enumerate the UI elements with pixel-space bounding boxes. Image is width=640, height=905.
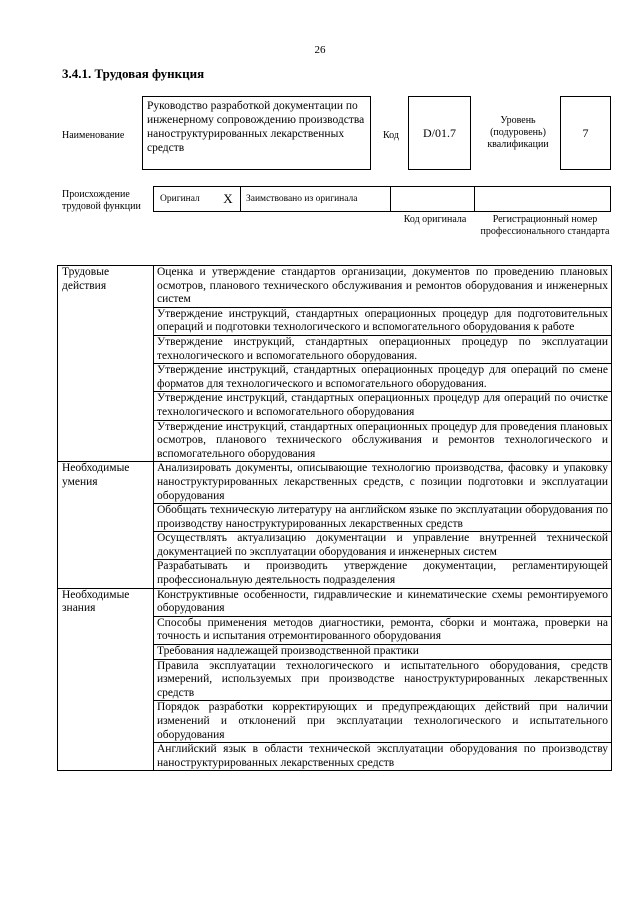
qualification-level-label: Уровень (подуровень) квалификации [487,115,549,150]
origin-label: Происхождение трудовой функции [62,189,141,212]
table-cell: Способы применения методов диагностики, ремонта, сборки и монтажа, проверки на точность и испытания отремонтированного оборудования [154,616,612,644]
table-cell: Утверждение инструкций, стандартных операционных процедур для операций по смене форматов для технологического и вспомогательного оборудования. [154,364,612,392]
category-required-knowledge: Необходимые знания [58,588,154,771]
name-label: Наименование [62,130,125,141]
origin-mark: X [223,191,233,206]
qualification-level-value: 7 [560,96,611,170]
registration-number-caption: Регистрационный номер профессионального стандарта [480,214,610,237]
table-cell: Утверждение инструкций, стандартных операционных процедур для подготовительных операций и подготовки технологического и вспомогательного оборудования к работе [154,307,612,335]
origin-table [153,186,611,212]
function-details-table [57,265,612,771]
category-required-skills: Необходимые умения [58,462,154,588]
table-row [58,266,612,308]
function-name-value: Руководство разработкой документации по инженерному сопровождению производства наноструктурированных лекарственных средств [142,96,371,170]
table-cell: Разрабатывать и производить утверждение документации, регламентирующей профессиональную деятельность подразделения [154,560,612,588]
table-cell: Утверждение инструкций, стандартных операционных процедур для проведения плановых осмотров, планового технического обслуживания и ремонтов технологического и вспомогательного оборудования [154,420,612,462]
original-code-caption: Код оригинала [403,214,467,225]
code-label: Код [383,130,399,141]
table-cell: Конструктивные особенности, гидравлические и кинематические схемы ремонтируемого оборудования [154,588,612,616]
table-cell: Английский язык в области технической эксплуатации оборудования по производству наноструктурированных лекарственных средств [154,743,612,771]
table-cell: Оценка и утверждение стандартов организации, документов по проведению плановых осмотров, планового технического обслуживания и ремонтов оборудования и инженерных систем [154,266,612,308]
origin-original-label: Оригинал [160,194,200,204]
table-cell: Правила эксплуатации технологического и испытательного оборудования, средств измерений, используемых при производстве наноструктурированных лекарственных средств [154,659,612,701]
table-cell: Анализировать документы, описывающие технологию производства, фасовку и упаковку наноструктурированных лекарственных средств, с позиции подготовки и эксплуатации оборудования [154,462,612,504]
table-cell: Требования надлежащей производственной практики [154,645,612,660]
section-title: 3.4.1. Трудовая функция [62,66,205,81]
origin-divider [390,187,391,211]
table-row [58,588,612,616]
origin-divider [240,187,241,211]
function-code-value: D/01.7 [408,96,471,170]
page-number: 26 [314,44,326,56]
table-cell: Утверждение инструкций, стандартных операционных процедур для операций по очистке технологического и вспомогательного оборудования [154,392,612,420]
table-cell: Утверждение инструкций, стандартных операционных процедур по эксплуатации технологического и вспомогательного оборудования. [154,335,612,363]
table-cell: Обобщать техническую литературу на английском языке по эксплуатации оборудования по производству наноструктурированных лекарственных средств [154,504,612,532]
origin-borrowed-label: Заимствовано из оригинала [246,194,358,204]
table-row [58,462,612,504]
table-cell: Осуществлять актуализацию документации и управление внутренней технической документацией по эксплуатации оборудования и инженерных систем [154,532,612,560]
category-labor-actions: Трудовые действия [58,266,154,462]
table-cell: Порядок разработки корректирующих и предупреждающих действий при наличии изменений и отклонений при эксплуатации технологического и испытательного оборудования [154,701,612,743]
origin-divider [474,187,475,211]
